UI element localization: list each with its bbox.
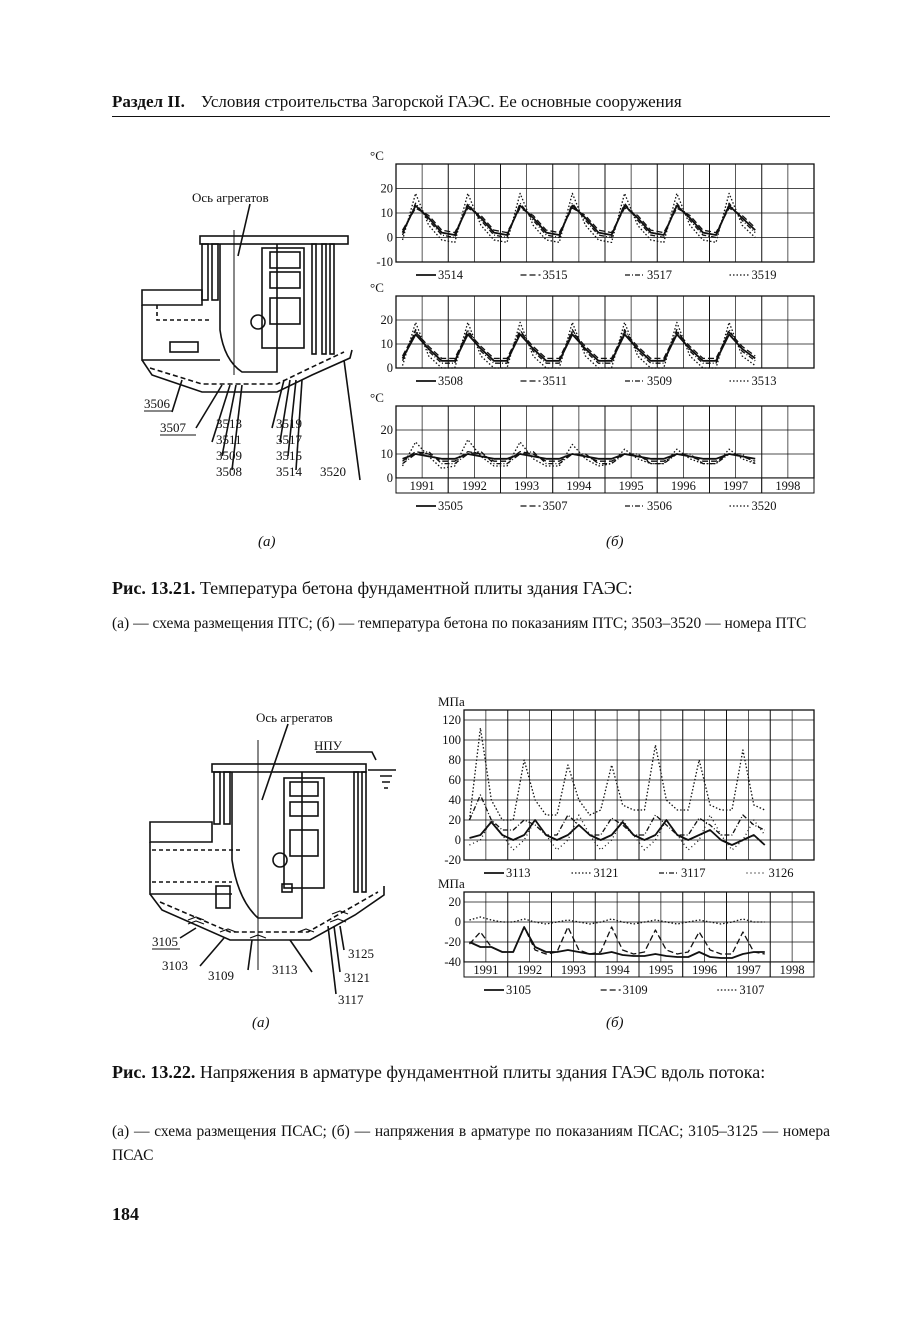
year-label: 1997 xyxy=(723,479,749,493)
fig1-axis-label: Ось агрегатов xyxy=(192,190,269,205)
fig2-axis-label: Ось агрегатов xyxy=(256,710,333,725)
y-unit-label: МПа xyxy=(438,876,465,891)
y-tick-label: 20 xyxy=(380,423,393,437)
legend-label: 3113 xyxy=(506,866,531,880)
y-tick-label: 120 xyxy=(442,713,461,727)
y-tick-label: 40 xyxy=(448,793,461,807)
figure1-charts xyxy=(360,150,830,522)
y-tick-label: 20 xyxy=(380,313,393,327)
y-tick-label: 0 xyxy=(454,833,461,847)
legend-label: 3519 xyxy=(751,268,777,282)
sensor-3509: 3509 xyxy=(216,448,242,463)
figure1-schematic xyxy=(112,180,372,490)
legend-label: 3507 xyxy=(542,499,568,513)
y-tick-label: -10 xyxy=(376,255,393,269)
y-tick-label: 10 xyxy=(380,337,393,351)
legend-label: 3517 xyxy=(647,268,672,282)
fig2-caption-desc: (а) — схема размещения ПСАС; (б) — напряжения в арматуре по показаниям ПСАС; 3105–3125 — номера ПСАС xyxy=(112,1123,830,1164)
section-title: Условия строительства Загорской ГАЭС. Ее основные сооружения xyxy=(200,92,682,111)
fig1-caption-text: Температура бетона фундаментной плиты здания ГАЭС: xyxy=(199,578,633,598)
npu-label: НПУ xyxy=(314,738,342,753)
year-label: 1998 xyxy=(779,963,805,977)
legend-label: 3506 xyxy=(647,499,672,513)
y-unit-label: °C xyxy=(370,280,384,295)
figure2-charts xyxy=(410,692,830,1014)
legend-label: 3520 xyxy=(751,499,777,513)
sensor-3517: 3517 xyxy=(276,432,302,447)
legend-label: 3515 xyxy=(542,268,568,282)
y-tick-label: 0 xyxy=(386,361,393,375)
y-tick-label: 10 xyxy=(380,206,393,220)
y-tick-label: 20 xyxy=(448,895,461,909)
legend-label: 3105 xyxy=(506,983,531,997)
sensor-3117: 3117 xyxy=(338,992,364,1007)
year-label: 1992 xyxy=(517,963,543,977)
year-label: 1994 xyxy=(566,479,592,493)
year-label: 1997 xyxy=(735,963,761,977)
fig2-caption xyxy=(112,1060,830,1084)
year-label: 1995 xyxy=(618,479,644,493)
legend-label: 3514 xyxy=(438,268,463,282)
year-label: 1994 xyxy=(604,963,630,977)
sensor-3507: 3507 xyxy=(160,420,186,435)
y-unit-label: °C xyxy=(370,150,384,163)
year-label: 1996 xyxy=(670,479,696,493)
year-label: 1998 xyxy=(775,479,801,493)
year-label: 1993 xyxy=(560,963,586,977)
sensor-3514: 3514 xyxy=(276,464,302,479)
y-unit-label: МПа xyxy=(438,694,465,709)
fig2-sublabel-b: (б) xyxy=(606,1015,624,1031)
sensor-3105: 3105 xyxy=(152,934,178,949)
legend-label: 3121 xyxy=(593,866,619,880)
legend-label: 3117 xyxy=(681,866,706,880)
chart-1 xyxy=(370,280,814,388)
page-number: 184 xyxy=(112,1204,139,1224)
legend-label: 3126 xyxy=(768,866,794,880)
legend-label: 3509 xyxy=(647,374,672,388)
header-rule xyxy=(112,116,830,117)
legend-label: 3511 xyxy=(542,374,568,388)
sensor-3519: 3519 xyxy=(276,416,302,431)
fig2-caption-num: Рис. 13.22. xyxy=(112,1062,196,1082)
legend-label: 3513 xyxy=(751,374,777,388)
year-label: 1995 xyxy=(648,963,674,977)
chart-0 xyxy=(370,150,814,282)
fig1-caption-desc: (а) — схема размещения ПТС; (б) — температура бетона по показаниям ПТС; 3503–3520 — номера ПТС xyxy=(112,615,807,632)
figure2-schematic xyxy=(140,700,410,1015)
sensor-3113: 3113 xyxy=(272,962,298,977)
y-tick-label: -40 xyxy=(444,955,461,969)
sensor-3508: 3508 xyxy=(216,464,242,479)
sensor-3121: 3121 xyxy=(344,970,370,985)
sensor-3103: 3103 xyxy=(162,958,188,973)
y-tick-label: 0 xyxy=(386,471,393,485)
legend-label: 3109 xyxy=(622,983,648,997)
y-tick-label: 10 xyxy=(380,447,393,461)
fig1-caption-num: Рис. 13.21. xyxy=(112,578,196,598)
y-tick-label: -20 xyxy=(444,935,461,949)
y-tick-label: 20 xyxy=(380,181,393,196)
y-tick-label: 20 xyxy=(448,813,461,827)
legend-label: 3107 xyxy=(739,983,765,997)
legend-label: 3508 xyxy=(438,374,463,388)
y-tick-label: 100 xyxy=(442,733,461,747)
sensor-3513: 3513 xyxy=(216,416,242,431)
year-label: 1993 xyxy=(514,479,540,493)
sensor-3511: 3511 xyxy=(216,432,242,447)
fig1-sublabel-b: (б) xyxy=(606,534,624,550)
fig2-caption-text: Напряжения в арматуре фундаментной плиты здания ГАЭС вдоль потока: xyxy=(199,1062,766,1082)
sensor-3506: 3506 xyxy=(144,396,170,411)
fig1-caption xyxy=(112,576,830,600)
sensor-3125: 3125 xyxy=(348,946,374,961)
sensor-3515: 3515 xyxy=(276,448,302,463)
chart-3 xyxy=(438,694,814,880)
y-tick-label: 0 xyxy=(386,230,393,245)
y-tick-label: 60 xyxy=(448,773,461,787)
year-label: 1991 xyxy=(409,479,435,493)
sensor-3520: 3520 xyxy=(320,464,346,479)
chart-4 xyxy=(438,876,814,997)
y-tick-label: 0 xyxy=(454,915,461,929)
legend-label: 3505 xyxy=(438,499,463,513)
y-tick-label: -20 xyxy=(444,853,461,867)
y-unit-label: °C xyxy=(370,390,384,405)
running-header xyxy=(112,92,830,112)
section-label: Раздел II. xyxy=(112,92,185,111)
year-label: 1992 xyxy=(461,479,487,493)
fig1-sublabel-a: (а) xyxy=(258,534,276,550)
fig2-sublabel-a: (а) xyxy=(252,1015,270,1031)
sensor-3109: 3109 xyxy=(208,968,234,983)
chart-2 xyxy=(370,390,814,513)
y-tick-label: 80 xyxy=(448,753,461,767)
year-label: 1991 xyxy=(473,963,499,977)
year-label: 1996 xyxy=(692,963,718,977)
